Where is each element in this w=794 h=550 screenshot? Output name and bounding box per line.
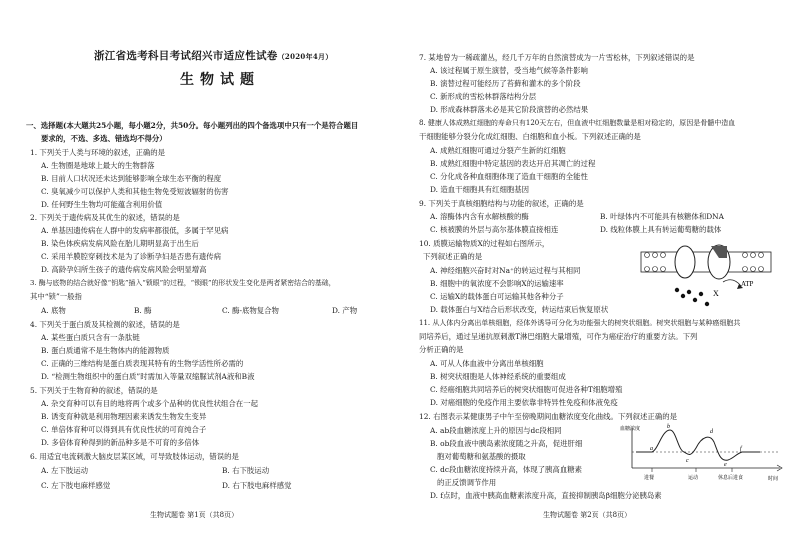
question-10: 10. 质膜运输物质X的过程如右图所示， xyxy=(419,239,550,248)
q3-option-d: D. 产物 xyxy=(332,306,358,315)
question-7: 7. 某地曾为一稀疏灌丛，经几千万年的自然演替成为一片雪松林，下列叙述错误的是 xyxy=(419,53,695,62)
q10-option-b: B. 细胞中的氧浓度不会影响X的运输速率 xyxy=(430,279,564,288)
q3-option-a: A. 底物 xyxy=(41,306,66,315)
q10-option-c: C. 运输X的载体蛋白可运输其他各种分子 xyxy=(430,292,564,301)
q6-option-c: C. 左下肢电麻样感觉 xyxy=(41,481,111,490)
q9-option-d: D. 线粒体膜上具有转运葡萄糖的载体 xyxy=(600,225,722,234)
q12-option-a: A. ab段血糖浓度上升的原因与dc段相同 xyxy=(430,426,562,435)
fig12-x-label: 时间 xyxy=(768,477,779,482)
q8-option-b: B. 成熟红细胞中特定基因的表达开启其凋亡的过程 xyxy=(430,159,596,168)
fig12-point-c: c xyxy=(686,458,689,464)
question-3-cont: 其中“锁”一般指 xyxy=(30,292,82,301)
question-12: 12. 右图表示某健康男子中午至傍晚期间血糖浓度变化曲线。下列叙述正确的是 xyxy=(419,412,677,421)
q4-option-d: D. “检测生物组织中的蛋白质”时需加入等量双缩脲试剂A液和B液 xyxy=(41,372,255,381)
q12-option-d: D. f点时，血液中胰高血糖素浓度升高，直接抑制胰岛β细胞分泌胰岛素 xyxy=(430,491,662,500)
q7-option-d: D. 形成森林群落未必是其它阶段演替的必然结果 xyxy=(430,105,589,114)
question-1: 1. 下列关于人类与环境的叙述，正确的是 xyxy=(30,148,166,157)
fig12-event-meal: 进餐 xyxy=(644,476,655,481)
fig12-event-rest: 休息后进食 xyxy=(718,476,744,481)
membrane-transport-figure xyxy=(637,236,775,312)
page-footer-right: 生物试题卷 第2页（共8页） xyxy=(543,511,632,519)
exam-title: 浙江省选考科目考试绍兴市适应性试卷（2020年4月） xyxy=(94,50,333,62)
q8-option-d: D. 造血干细胞具有红细胞基因 xyxy=(430,185,530,194)
q9-option-b: B. 叶绿体内不可能具有核糖体和DNA xyxy=(600,212,724,221)
page-right xyxy=(415,0,785,550)
fig12-point-b: b xyxy=(667,424,670,430)
q1-option-a: A. 生物圈是地球上最大的生物群落 xyxy=(41,161,155,170)
q7-option-c: C. 新形成的雪松林群落结构分层 xyxy=(430,92,537,101)
q3-option-b: B. 酶 xyxy=(134,306,152,315)
q6-option-a: A. 左下肢运动 xyxy=(41,466,88,475)
q2-option-c: C. 采用羊膜腔穿刺技术是为了诊断孕妇是否患有遗传病 xyxy=(41,252,222,261)
q8-option-a: A. 成熟红细胞可通过分裂产生新的红细胞 xyxy=(430,146,566,155)
question-4: 4. 下列关于蛋白质及其检测的叙述，错误的是 xyxy=(30,320,180,329)
q12-option-b-cont: 胞对葡萄糖和氨基酸的摄取 xyxy=(437,452,526,461)
question-5: 5. 下列关于生物育种的叙述，错误的是 xyxy=(30,386,158,395)
q6-option-d: D. 右下肢电麻样感觉 xyxy=(222,481,292,490)
question-10-cont: 下列叙述正确的是 xyxy=(423,252,483,261)
q11-option-a: A. 可从人体血液中分离出单核细胞 xyxy=(430,359,544,368)
fig12-event-exercise: 运动 xyxy=(688,476,699,481)
page-footer-left: 生物试题卷 第1页（共8页） xyxy=(150,511,239,519)
page-left xyxy=(22,0,392,550)
q6-option-b: B. 右下肢运动 xyxy=(222,466,270,475)
q8-option-c: C. 分化成各种血细胞体现了造血干细胞的全能性 xyxy=(430,172,588,181)
q4-option-a: A. 某些蛋白质只含有一条肽链 xyxy=(41,333,140,342)
q7-option-b: B. 演替过程可能经历了苔藓和灌木的多个阶段 xyxy=(430,79,581,88)
question-11-cont: 同培养后，通过呈递抗原刺激T淋巴细胞大量增殖，可作为癌症治疗的重要方法。下列 xyxy=(419,332,698,341)
subject-title: 生物试题 xyxy=(180,72,260,88)
q9-option-c: C. 核被膜的外层与高尔基体膜直接相连 xyxy=(430,225,559,234)
q12-option-b: B. ob段血液中胰岛素浓度随之升高，促进肝细 xyxy=(430,439,583,448)
section-heading: 一、选择题(本大题共25小题，每小题2分，共50分。每小题列出的四个备选项中只有一个是符合题目 xyxy=(26,121,359,130)
question-11-cont2: 分析正确的是 xyxy=(419,345,464,354)
q2-option-b: B. 染色体疾病发病风险在胎儿期明显高于出生后 xyxy=(41,239,199,248)
q11-option-d: D. 对癌细胞的免疫作用主要依靠非特异性免疫和体液免疫 xyxy=(430,398,618,407)
fig12-point-a: a xyxy=(650,446,653,452)
q5-option-b: B. 诱变育种就是利用物理因素来诱发生物发生变异 xyxy=(41,412,207,421)
q1-option-d: D. 任何野生生物均可能蕴含利用价值 xyxy=(41,200,163,209)
fig12-point-f: f xyxy=(740,446,742,452)
fig10-atp-label: ATP xyxy=(741,280,754,288)
q5-option-d: D. 多倍体育种得到的新品种多是不可育的多倍体 xyxy=(41,438,200,447)
q9-option-a: A. 溶酶体内含有水解核酸的酶 xyxy=(430,212,529,221)
q2-option-a: A. 单基因遗传病在人群中的发病率都很低，多属于罕见病 xyxy=(41,226,229,235)
q4-option-b: B. 蛋白质通常不是生物体内的能源物质 xyxy=(41,346,170,355)
fig12-y-label: 血糖浓度 xyxy=(620,427,641,432)
q2-option-d: D. 高龄孕妇所生孩子的遗传病发病风险会明显增高 xyxy=(41,265,207,274)
q7-option-a: A. 该过程属于原生演替，受当地气候等条件影响 xyxy=(430,66,588,75)
q5-option-c: C. 单倍体育种可以得到具有优良性状的可育纯合子 xyxy=(41,425,207,434)
question-11: 11. 从人体内分离出单核细胞，经体外诱导可分化为功能强大的树突状细胞。树突状细胞与某种癌细胞共 xyxy=(419,319,741,327)
q10-option-a: A. 神经细胞兴奋时对Na⁺的转运过程与其相同 xyxy=(430,266,581,275)
q10-option-d: D. 载体蛋白与X结合后形状改变，转运结束后恢复原状 xyxy=(430,305,609,314)
question-9: 9. 下列关于真核细胞结构与功能的叙述，正确的是 xyxy=(419,199,584,208)
question-3: 3. 酶与底物的结合就好像“钥匙”插入“锁眼”的过程，“锁眼”的形状发生变化是两者紧密结合的基础， xyxy=(30,279,336,287)
q12-option-c: C. dc段血糖浓度持续升高，体现了胰高血糖素 xyxy=(430,465,582,474)
q3-option-c: C. 酶-底物复合物 xyxy=(222,306,279,315)
q4-option-c: C. 正确的三维结构是蛋白质表现其特有的生物学活性所必需的 xyxy=(41,359,244,368)
q12-option-c-cont: 的正反馈调节作用 xyxy=(437,478,497,487)
fig12-point-d: d xyxy=(710,429,713,435)
question-6: 6. 用适宜电流刺激大脑皮层某区域，可导致肢体运动，错误的是 xyxy=(30,452,239,461)
q11-option-b: B. 树突状细胞是人体神经系统的重要组成 xyxy=(430,372,566,381)
blood-glucose-figure xyxy=(620,422,785,486)
exam-date: （2020年4月） xyxy=(277,52,333,61)
q5-option-a: A. 杂交育种可以有目的地将两个或多个品种的优良性状组合在一起 xyxy=(41,399,258,408)
q11-option-c: C. 经癌细胞共同培养后的树突状细胞可促进各种T细胞增殖 xyxy=(430,385,623,394)
question-8-cont: 干细胞能够分裂分化成红细胞、白细胞和血小板。下列叙述正确的是 xyxy=(419,132,641,141)
fig10-x-label: X xyxy=(713,289,719,298)
q1-option-c: C. 臭氧减少可以保护人类和其他生物免受短波辐射的伤害 xyxy=(41,187,229,196)
section-heading-cont: 要求的，不选、多选、错选均不得分） xyxy=(41,134,167,143)
question-2: 2. 下列关于遗传病及其优生的叙述，错误的是 xyxy=(30,213,180,222)
fig12-point-e: e xyxy=(724,462,727,468)
q1-option-b: B. 目前人口状况还未达到能够影响全球生态平衡的程度 xyxy=(41,174,222,183)
question-8: 8. 健康人体成熟红细胞的寿命只有120天左右，但血液中红细胞数量是相对稳定的，原因是骨髓中造血 xyxy=(419,119,736,127)
